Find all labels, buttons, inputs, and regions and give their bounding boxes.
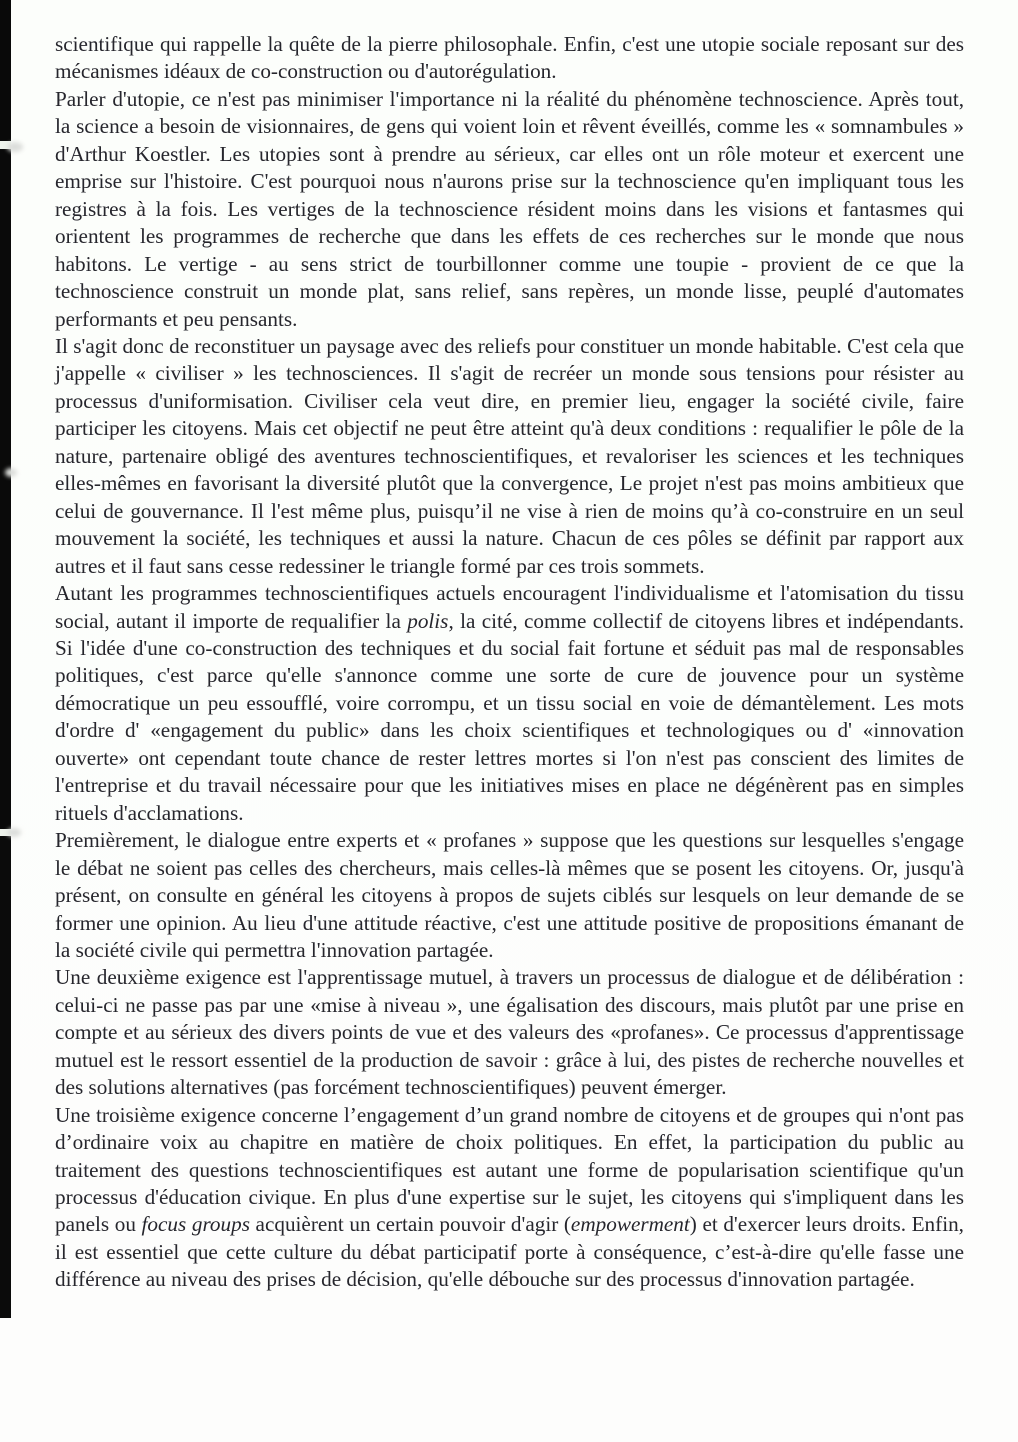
scan-smudge — [7, 142, 23, 152]
text-run-italic-polis: polis — [407, 608, 449, 633]
text-run: Autant les programmes technoscientifiques actuels encouragent l'individualisme et l'atomisation du tissu social, autant il importe de requalifier la — [55, 581, 964, 633]
document-text — [55, 31, 964, 1294]
text-run: Une deuxième exigence est l'apprentissage mutuel, à travers un processus de dialogue et de délibération : celui-ci ne passe pas par une «mise à niveau », une égalisation des discours, mais plutôt par une prise en compte et au sérieux des divers points de vue et des valeurs des «profanes». Ce processus d'apprentissage mutuel est le ressort essentiel de la production de savoir : grâce à lui, des pistes de recherche nouvelles et des solutions alternatives (pas forcément technoscientifiques) peuvent émerger. — [55, 965, 964, 1100]
text-run-italic-focus-groups: focus groups — [141, 1212, 250, 1237]
paragraph-7 — [55, 1102, 964, 1294]
text-run: acquièrent un certain pouvoir d'agir ( — [249, 1212, 571, 1237]
paragraph-2 — [55, 86, 964, 333]
text-run: Il s'agit donc de reconstituer un paysage avec des reliefs pour constituer un monde habitable. C'est cela que j'appelle « civiliser » les technosciences. Il s'agit de recréer un monde sous tensions pour résister au processus d'uniformisation. Civiliser cela veut dire, en premier lieu, engager la société civile, faire participer les citoyens. Mais cet objectif ne peut être atteint qu'à deux conditions : requalifier le pôle de la nature, partenaire obligé des aventures technoscientifiques, et revaloriser les sciences et les techniques elles-mêmes en favorisant la diversité plutôt que la convergence, Le projet n'est pas moins ambitieux que celui de gouvernance. Il l'est même plus, puisqu’il ne vise à rien de moins qu’à co-construire en un seul mouvement la société, les techniques et aussi la nature. Chacun de ces pôles se définit par rapport aux autres et il faut sans cesse redessiner le triangle formé par ces trois sommets. — [55, 333, 964, 578]
text-run: Parler d'utopie, ce n'est pas minimiser l'importance ni la réalité du phénomène technoscience. Après tout, la science a besoin de visionnaires, de gens qui voient loin et rêvent éveillés, comme les « somnambules » d'Arthur Koestler. Les utopies sont à prendre au sérieux, car elles ont un rôle moteur et exercent une emprise sur l'histoire. C'est pourquoi nous n'aurons prise sur la technoscience qu'en impliquant tous les registres à la fois. Les vertiges de la technoscience résident moins dans les visions et fantasmes qui orientent les programmes de recherche que dans les effets de ces recherches sur le monde que nous habitons. Le vertige - au sens strict de tourbillonner comme une toupie - provient de ce que la technoscience construit un monde plat, sans relief, sans repères, un monde lisse, peuplé d'automates performants et peu pensants. — [55, 86, 964, 331]
paragraph-3 — [55, 333, 964, 580]
text-run: Une troisième exigence concerne l’engagement d’un grand nombre de citoyens et de groupes qui n'ont pas d’ordinaire voix au chapitre en matière de choix politiques. En effet, la participation du public au traitement des questions technoscientifiques est autant une forme de popularisation scientifique qu'un processus d'éducation civique. En plus d'une expertise sur le sujet, les citoyens qui s'impliquent dans les panels ou — [55, 1102, 964, 1237]
text-run: Premièrement, le dialogue entre experts et « profanes » suppose que les questions sur lesquelles s'engage le débat ne soient pas celles des chercheurs, mais celles-là mêmes que se posent les citoyens. Or, jusqu'à présent, on consulte en général les citoyens à propos de sujets ciblés sur lesquels on leur demande de se former une opinion. Au lieu d'une attitude réactive, c'est une attitude positive de propositions émanant de la société civile qui permettra l'innovation partagée. — [55, 828, 964, 962]
text-run: scientifique qui rappelle la quête de la pierre philosophale. Enfin, c'est une utopie sociale reposant sur des mécanismes idéaux de co-construction ou d'autorégulation. — [55, 32, 964, 84]
scan-edge-artifact — [0, 0, 11, 1318]
text-run: , la cité, comme collectif de citoyens libres et indépendants. Si l'idée d'une co-construction des techniques et du social fait fortune et séduit pas mal de responsables politiques, c'est parce qu'elle s'annonce comme une sorte de cure de jouvence pour un système démocratique un peu essoufflé, voire corrompu, et un tissu social en voie de démantèlement. Les mots d'ordre d' «engagement du public» dans les choix scientifiques et technologiques ou d' «innovation ouverte» ont cependant toute chance de rester lettres mortes si l'on n'est pas conscient des limites de l'entreprise et du travail nécessaire pour que les initiatives mises en place ne dégénèrent pas en simples rituels d'acclamations. — [55, 608, 964, 825]
text-run-italic-empowerment: empowerment — [570, 1212, 690, 1237]
paragraph-4 — [55, 580, 964, 827]
scan-smudge — [5, 468, 17, 477]
text-run: ) et d'exercer leurs droits. Enfin, il est essentiel que cette culture du débat participatif porte à conséquence, c’est-à-dire qu'elle fasse une différence au niveau des prises de décision, qu'elle débouche sur des processus d'innovation partagée. — [55, 1212, 964, 1292]
paragraph-6 — [55, 964, 964, 1101]
scan-smudge — [7, 828, 21, 837]
paragraph-5 — [55, 827, 964, 964]
paragraph-1 — [55, 31, 964, 86]
